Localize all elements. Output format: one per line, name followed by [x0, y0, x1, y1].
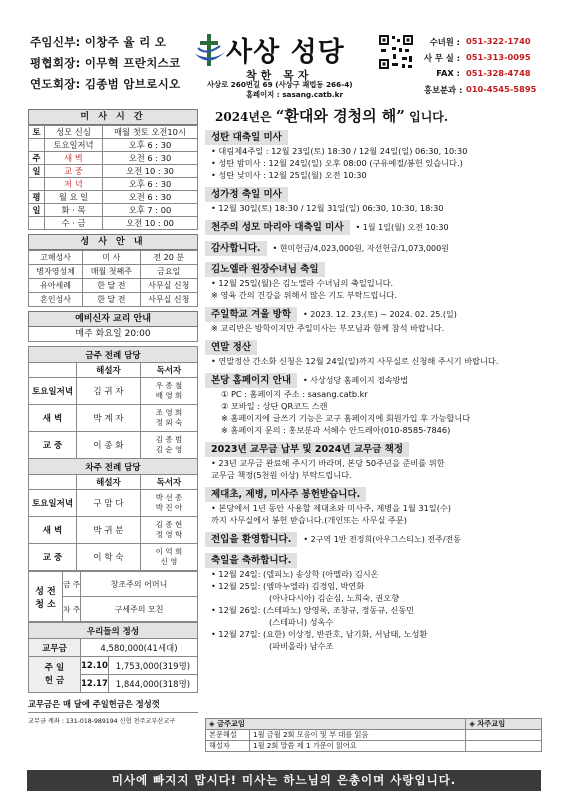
table-row: 새 벽 박 계 자 조 영 희 정 외 숙	[29, 405, 198, 432]
contact-row: FAX : 051-328-4748	[436, 68, 531, 78]
notice-line: • 12월 25일: (엠마누엘라) 김경임, 박연화	[211, 581, 365, 591]
notice-line: ① PC : 홈페이지 주소 : sasang.catb.kr	[221, 389, 368, 399]
notice-title: 제대초, 제병, 미사주 봉헌받습니다.	[205, 487, 366, 502]
bulletin-header	[0, 0, 562, 100]
notice-line: ※ 홈페이지에 글쓰기 기능은 교구 홈페이지에 회원가입 후 가능합니다	[221, 413, 471, 423]
notice-inline-text: • 1월 1일(월) 오전 10:30	[355, 223, 449, 232]
notice-line: (파비올라) 남수조	[269, 641, 334, 651]
notice-inline-text: • 2구역 1반 전정희(아우그스티노) 전주/전동	[303, 535, 461, 544]
notice-line: • 12월 27일: (요한) 이상정, 반관호, 남기화, 서남태, 노성환	[211, 629, 428, 639]
pastor-name: 이창주 율 리 오	[84, 35, 167, 49]
notice-block	[205, 262, 540, 306]
notice-title: 감사합니다.	[205, 241, 267, 256]
council-label: 평협회장:	[30, 56, 81, 70]
notice-inline-text: • 현미헌금/4,023,000원, 자선헌금/1,073,000원	[272, 244, 449, 253]
notice-title: 연말 정산	[205, 340, 257, 355]
table-row: 새 벽 박 귀 분 김 종 현 정 영 학	[29, 517, 198, 544]
notice-line: • 12월 30일(토) 18:30 / 12월 31일(일) 06:30, 10:30, 18:30	[211, 203, 444, 213]
mass-times-header: 미 사 시 간	[28, 109, 198, 125]
qr-code-icon[interactable]	[378, 34, 414, 70]
table-row: 주 일 헌 금 12.10 1,753,000(319명)	[29, 657, 198, 675]
notice-title: 성가정 축일 미사	[205, 187, 288, 202]
contact-row: 사 무 실 : 051-313-0095	[424, 52, 531, 63]
liturgy-duty-this-week: 금주 전례 담당 해설자 독서자 토요일저녁 김 귀 자 우 종 철 배 영 희 새 벽 박 계 자 조 영 희 정 외 숙 교 중 이 종 화 김 종 범 김 순 영 차주 전례 담당 해설자 독서자 토요일저녁 구 맘 다 박 선 종 박 진 아 새 벽 박 귀 분 김 종 현 정 영 학 교 중 이 학 숙 이 억 희 신 영	[28, 346, 198, 571]
account-number: 교무금 계좌 : 131-018-989194 신협 천주교부산교구	[28, 712, 198, 725]
table-row: 해설자 1월 2회 말씀 제 1 가문이 읽어요	[206, 741, 542, 752]
notice-line: 교무금 책정(5천원 이상) 부탁드립니다.	[211, 470, 352, 480]
notice-title: 주일학교 겨울 방학	[205, 307, 297, 322]
contact-row: 수녀원 : 051-322-1740	[429, 36, 531, 47]
notice-line: (스테파니) 성옥수	[269, 617, 334, 627]
notice-block	[205, 340, 540, 372]
notice-list	[205, 130, 540, 657]
parish-homepage: 홈페이지 : sasang.catb.kr	[246, 90, 344, 99]
catechumen-header: 예비신자 교리 안내	[28, 311, 198, 327]
church-logo-icon	[192, 32, 228, 70]
duty-this-header: 금주 전례 담당	[29, 347, 198, 363]
prayer-line	[30, 76, 200, 97]
notice-line: • 성탄 낮미사 : 12월 25일(월) 오전 10:30	[211, 170, 367, 180]
notice-line: • 23년 교무금 완료해 주시기 바라며, 본당 50주년을 준비를 위한	[211, 458, 445, 468]
table-row: 교 중 이 종 화 김 종 범 김 순 영	[29, 432, 198, 459]
table-row: 유아세례 한 달 전 사무실 신청	[29, 279, 198, 293]
table-row: 토요일저녁 구 맘 다 박 선 종 박 진 아	[29, 490, 198, 517]
parish-title: 사상 성당	[226, 37, 345, 68]
duty-next-header: 차주 전례 담당	[29, 459, 198, 475]
table-row: 성 전 청 소 금 주 창조주의 어머니	[29, 572, 198, 597]
contact-row: 홍보분과 : 010-4545-5895	[424, 84, 537, 95]
notice-line: ※ 영육 간의 건강을 위해서 많은 기도 부탁드립니다.	[211, 290, 397, 300]
notice-block	[205, 187, 540, 219]
table-row: 토요일저녁 김 귀 자 우 종 철 배 영 희	[29, 378, 198, 405]
council-line	[30, 55, 200, 76]
notice-block	[205, 373, 540, 441]
sacraments-header: 성 사 안 내	[28, 234, 198, 250]
table-row: 토 성모 신심 매월 첫토 오전10시	[29, 126, 198, 139]
table-row: 일 화 · 목 오후 7 : 00	[29, 204, 198, 217]
notice-block	[205, 130, 540, 186]
notice-title: 축일을 축하합니다.	[205, 553, 297, 568]
notice-block	[205, 442, 540, 486]
notice-block	[205, 487, 540, 531]
sacraments-table	[28, 250, 198, 307]
notice-title: 성탄 대축일 미사	[205, 130, 288, 145]
table-row: 토요일저녁 오후 6 : 30	[29, 139, 198, 152]
notice-line: ② 모바일 : 상단 QR코드 스캔	[221, 401, 328, 411]
table-row: 12.17 1,844,000(318명)	[29, 675, 198, 693]
table-row: 차 주 구세주의 모친	[29, 597, 198, 622]
table-row: 병자영성체 매월 첫째주 금요일	[29, 265, 198, 279]
table-row: 혼인성사 한 달 전 사무실 신청	[29, 293, 198, 307]
notice-title: 천주의 성모 마리아 대축일 미사	[205, 220, 350, 235]
notice-line: • 12월 25일(월)은 김노엘라 수녀님의 축일입니다.	[211, 278, 394, 288]
offering-note: 교무금은 매 달에 주일헌금은 정성껏	[28, 699, 160, 709]
notice-line: • 12월 24일: (델피노) 송상학 (아멜라) 김시온	[211, 569, 379, 579]
prayer-label: 연도회장:	[30, 77, 81, 91]
table-row: 주 새 벽 오전 6 : 30	[29, 152, 198, 165]
table-row: 본문해설 1월 금월 2회 모음이 및 부 대를 읽음	[206, 730, 542, 741]
pastor-label: 주임신부:	[30, 35, 81, 49]
notice-inline-text: • 사상성당 홈페이지 접속방법	[303, 376, 409, 385]
notice-block	[205, 241, 540, 261]
table-row: 일 교 중 오전 10 : 30	[29, 165, 198, 178]
pastor-line	[30, 34, 200, 55]
notice-block	[205, 553, 540, 657]
notice-title: 전입을 환영합니다.	[205, 532, 297, 547]
offerings-table	[28, 622, 198, 693]
notice-line: • 12월 26일: (스테파노) 양영록, 조창규, 정동규, 신동민	[211, 605, 415, 615]
council-name: 이무혁 프란치스코	[84, 56, 181, 70]
parish-slogan: 착한 목자	[246, 69, 313, 82]
contact-list	[424, 36, 542, 100]
table-row: 저 녁 오후 6 : 30	[29, 178, 198, 191]
notices-column	[205, 105, 540, 657]
cleaning-table	[28, 571, 198, 622]
table-row: 교 중 이 학 숙 이 억 희 신 영	[29, 544, 198, 571]
table-row: 고해성사 미 사 전 20 분	[29, 251, 198, 265]
notice-title: 김노엘라 원장수녀님 축일	[205, 262, 325, 277]
notice-line: (아나다시아) 김순심, 노희숙, 권오향	[269, 593, 400, 603]
table-row: 평 월 요 일 오전 6 : 30	[29, 191, 198, 204]
left-column	[28, 109, 198, 725]
notice-block	[205, 307, 540, 339]
table-row: 수 · 금 오전 10 : 00	[29, 217, 198, 230]
notice-line: • 성탄 밤미사 : 12월 24일(일) 오후 08:00 (구유예절/봉헌 있습니다.)	[211, 158, 463, 168]
notice-title: 2023년 교무금 납부 및 2024년 교무금 책정	[205, 442, 409, 457]
parish-address: 사상로 260번길 69 (사상구 괘법동 266-4)	[207, 80, 353, 89]
footer-banner: 미사에 빠지지 맙시다! 미사는 하느님의 은총이며 사랑입니다.	[27, 770, 541, 791]
weekly-roles-table	[205, 718, 542, 752]
notice-line: • 본당에서 1년 동안 사용할 제대초와 미사주, 제병을 1월 31일(수)	[211, 503, 451, 513]
clergy-list	[30, 34, 200, 97]
notice-line: • 연말정산 간소화 신청은 12월 24일(일)까지 사무실로 신청해 주시기 바랍니다.	[211, 356, 499, 366]
notice-line: ※ 교리반은 방학이지만 주일미사는 부모님과 함께 참석 바랍니다.	[211, 323, 445, 333]
notice-line: • 대림제4주일 : 12월 23일(토) 18:30 / 12월 24일(일) 06:30, 10:30	[211, 146, 468, 156]
mass-times-table	[28, 125, 198, 230]
table-row: 교무금 4,580,000(41세대)	[29, 639, 198, 657]
offerings-header: 우리들의 정성	[29, 623, 198, 639]
notice-line: ※ 홈페이지 문의 : 홍보분과 서혜수 안드레아(010-8585-7846)	[221, 425, 451, 435]
notice-title: 본당 홈페이지 안내	[205, 373, 297, 388]
notice-inline-text: • 2023. 12. 23.(토) ~ 2024. 02. 25.(일)	[303, 310, 457, 319]
year-theme: 2024년은 “환대와 경청의 해” 입니다.	[215, 107, 449, 125]
this-week-header: ◈ 금주교임	[206, 719, 466, 730]
notice-line: 까지 사무실에서 봉헌 받습니다.(개인또는 사무실 주문)	[211, 515, 408, 525]
notice-block	[205, 532, 540, 552]
next-week-header: ◈ 차주교임	[466, 719, 542, 730]
catechumen-time: 매주 화요일 20:00	[28, 327, 198, 342]
notice-block	[205, 220, 540, 240]
prayer-name: 김종범 암브로시오	[84, 77, 181, 91]
